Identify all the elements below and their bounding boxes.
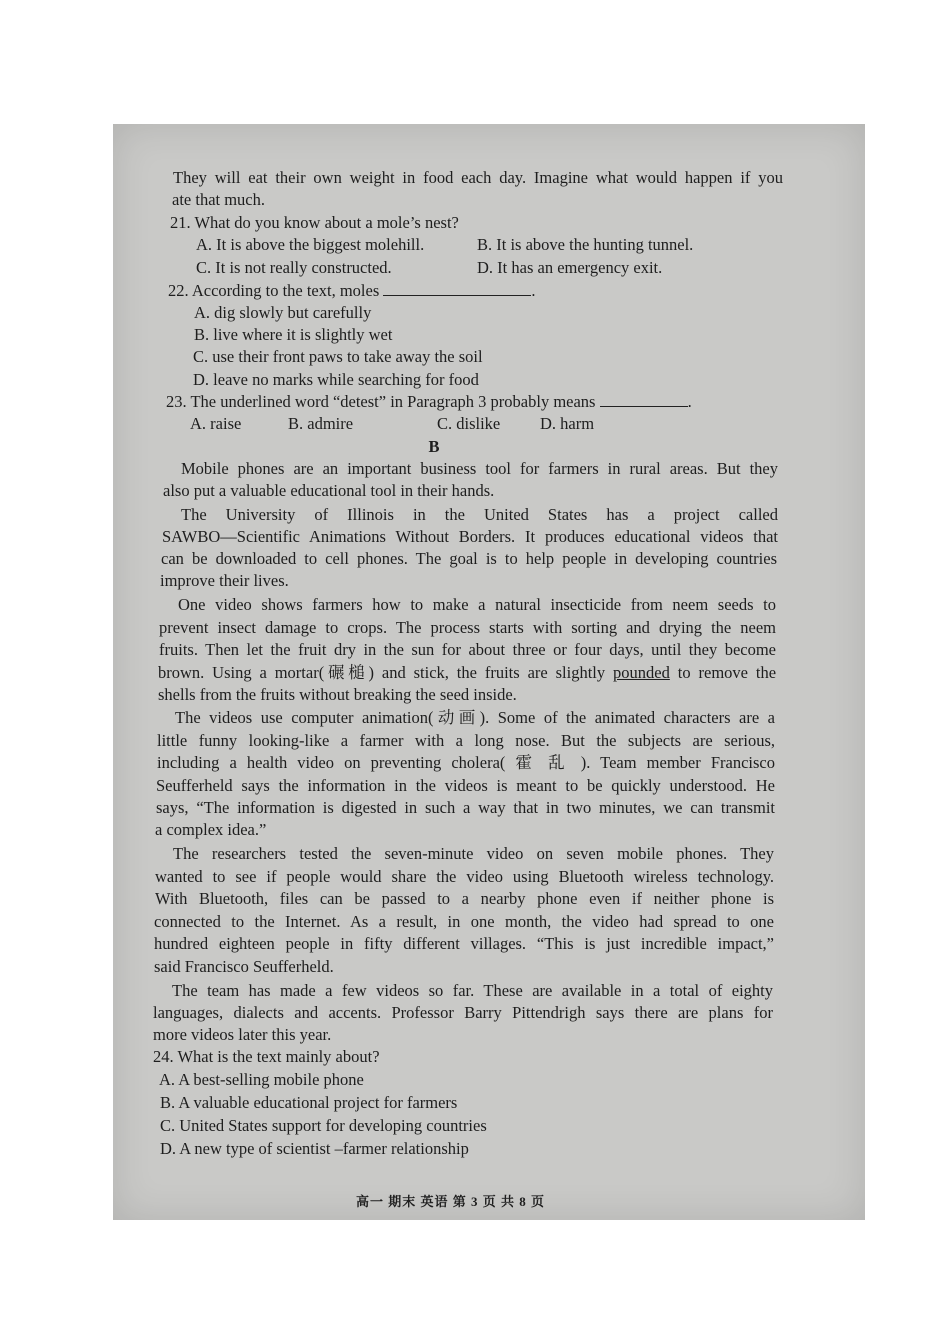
section-b-heading: B [428,437,440,456]
p2-line-3: can be downloaded to cell phones. The goal is to help people in developing countries [161,549,777,568]
q22-option-c: C. use their front paws to take away the soil [193,347,483,366]
p3-line-4-start: brown. Using a mortar(碾槌) and stick, the fruits are slightly [158,663,606,682]
p3-line-4 [158,663,776,683]
p5-line-4: connected to the Internet. As a result, in one month, the video had spread to one [154,912,774,931]
p4-line-6: a complex idea.” [155,820,267,839]
q22-stem-line [168,281,536,301]
q24-option-d: D. A new type of scientist –farmer relationship [160,1139,469,1158]
p1-line-2: also put a valuable educational tool in their hands. [163,481,495,500]
p6-line-3: more videos later this year. [153,1025,332,1044]
q21-option-d: D. It has an emergency exit. [477,258,663,277]
p4-line-3: including a health video on preventing cholera( 霍 乱 ). Team member Francisco [157,753,775,772]
passage-a-line-1: They will eat their own weight in food each day. Imagine what would happen if you [173,168,783,187]
p3-line-5: shells from the fruits without breaking the seed inside. [158,685,517,704]
q22-option-a: A. dig slowly but carefully [194,303,372,322]
p6-line-1: The team has made a few videos so far. These are available in a total of eighty [172,981,773,1000]
q23-answer-blank [600,392,688,407]
q24-stem: 24. What is the text mainly about? [153,1047,380,1066]
q21-stem: 21. What do you know about a mole’s nest? [170,213,459,232]
p6-line-2: languages, dialects and accents. Professor Barry Pittendrigh says there are plans for [153,1003,773,1022]
q23-option-d: D. harm [540,414,595,433]
q23-stem: 23. The underlined word “detest” in Paragraph 3 probably means [166,392,596,411]
p3-line-2: prevent insect damage to crops. The process starts with sorting and drying the neem [159,618,776,637]
q23-stem-end: . [687,392,692,411]
p4-line-1: The videos use computer animation(动画). Some of the animated characters are a [175,708,775,727]
p2-line-2: SAWBO—Scientific Animations Without Borders. It produces educational videos that [162,527,778,546]
q22-stem-end: . [531,281,536,300]
p4-line-2: little funny looking-like a farmer with a long nose. But the subjects are serious, [157,731,775,750]
q21-option-c: C. It is not really constructed. [196,258,392,277]
p3-line-4-end: to remove the [677,663,777,682]
p4-line-5: says, “The information is digested in such a way that in two minutes, we can transmit [156,798,775,817]
p2-line-1: The University of Illinois in the United States has a project called [181,505,778,524]
q24-option-c: C. United States support for developing countries [160,1116,487,1135]
q22-option-d: D. leave no marks while searching for food [193,370,479,389]
q21-option-a: A. It is above the biggest molehill. [196,235,425,254]
page-footer: 高一 期末 英语 第 3 页 共 8 页 [356,1194,546,1209]
q23-option-a: A. raise [190,414,242,433]
q22-answer-blank [383,281,531,296]
passage-a-line-2: ate that much. [172,190,266,209]
q23-option-b: B. admire [288,414,354,433]
q21-option-b: B. It is above the hunting tunnel. [477,235,694,254]
p3-line-3: fruits. Then let the fruit dry in the sun for about three or four days, until they become [159,640,776,659]
q22-stem: 22. According to the text, moles [168,281,380,300]
p5-line-3: With Bluetooth, files can be passed to a nearby phone even if neither phone is [155,889,774,908]
p5-line-2: wanted to see if people would share the video using Bluetooth wireless technology. [155,867,774,886]
p5-line-6: said Francisco Seufferheld. [154,957,334,976]
q24-option-a: A. A best-selling mobile phone [159,1070,364,1089]
q23-option-c: C. dislike [437,414,501,433]
q24-option-b: B. A valuable educational project for farmers [160,1093,458,1112]
p5-line-5: hundred eighteen people in fifty different villages. “This is just incredible impact,” [154,934,774,953]
underlined-word-pounded: pounded [613,663,670,682]
q22-option-b: B. live where it is slightly wet [194,325,393,344]
p4-line-4: Seufferheld says the information in the videos is meant to be quickly understood. He [156,776,775,795]
p2-line-4: improve their lives. [160,571,289,590]
p5-line-1: The researchers tested the seven-minute video on seven mobile phones. They [173,844,774,863]
p1-line-1: Mobile phones are an important business tool for farmers in rural areas. But they [181,459,778,478]
q23-stem-line [166,392,692,412]
p3-line-1: One video shows farmers how to make a natural insecticide from neem seeds to [178,595,776,614]
